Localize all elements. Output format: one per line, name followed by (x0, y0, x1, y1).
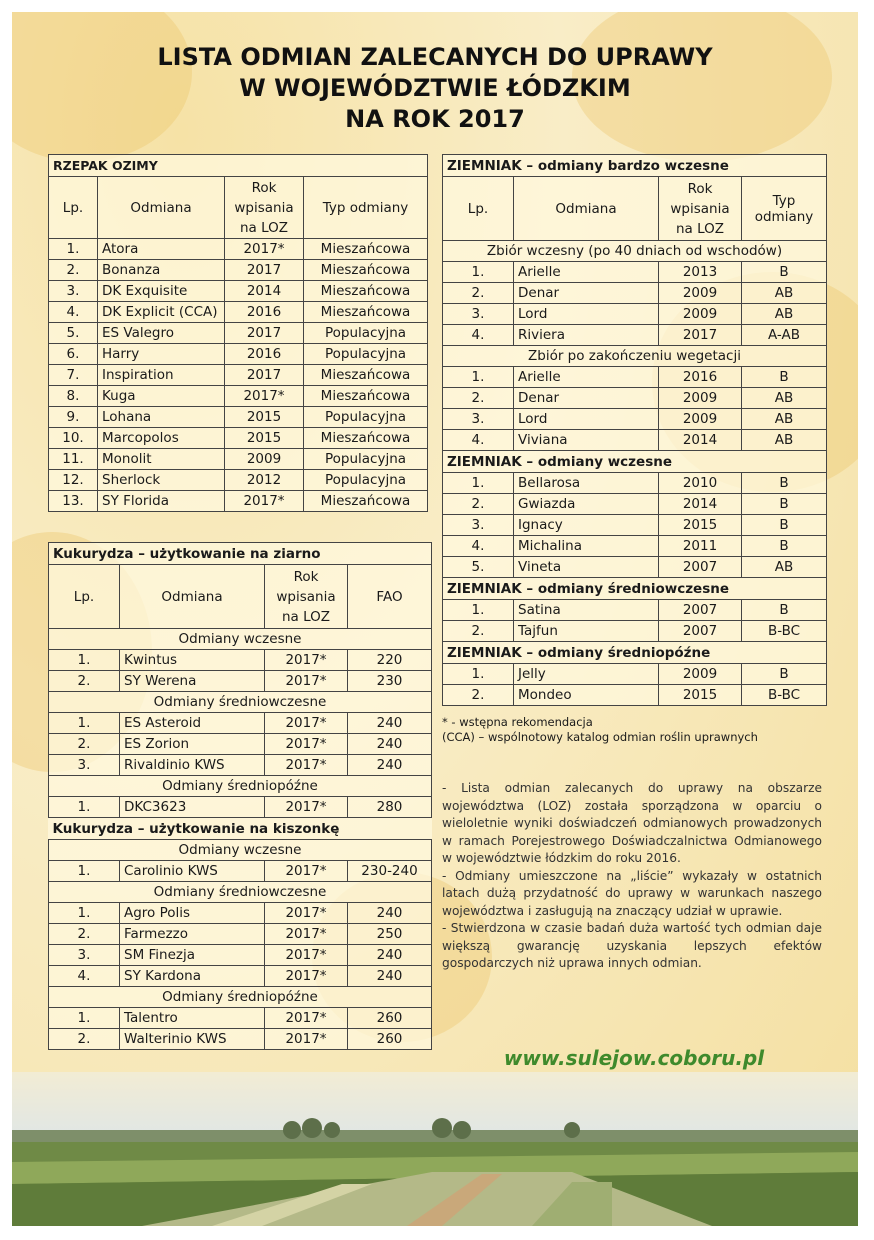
table-row (443, 367, 827, 388)
table-row (49, 671, 432, 692)
odmiana-cell: Jelly (514, 664, 659, 685)
lp-cell: 1. (49, 797, 120, 818)
lp-cell: 4. (443, 430, 514, 451)
odmiana-cell: Mondeo (514, 685, 659, 706)
rok-cell: 2017* (265, 861, 348, 882)
title-line: LISTA ODMIAN ZALECANYCH DO UPRAWY (157, 43, 713, 71)
odmiana-cell: SM Finezja (120, 945, 265, 966)
odmiana-cell: Marcopolos (98, 428, 225, 449)
lp-cell: 2. (443, 388, 514, 409)
value-cell: AB (742, 388, 827, 409)
lp-cell: 8. (49, 386, 98, 407)
lp-cell: 1. (443, 600, 514, 621)
lp-cell: 4. (49, 302, 98, 323)
table-row (49, 734, 432, 755)
odmiana-cell: Carolinio KWS (120, 861, 265, 882)
table-row (443, 283, 827, 304)
group-label: Zbiór wczesny (po 40 dniach od wschodów) (443, 241, 827, 262)
table-row (443, 664, 827, 685)
group-row (443, 642, 827, 664)
table-row (49, 449, 428, 470)
col-header-typ: Typ odmiany (742, 177, 827, 241)
table-row (443, 515, 827, 536)
lp-cell: 1. (443, 473, 514, 494)
rok-cell: 2017* (265, 671, 348, 692)
value-cell: B (742, 536, 827, 557)
col-header-lp: Lp. (443, 177, 514, 241)
rok-cell: 2017* (225, 239, 304, 260)
table-row (49, 281, 428, 302)
value-cell: B-BC (742, 621, 827, 642)
value-cell: 240 (348, 713, 432, 734)
table-row (443, 685, 827, 706)
ziemniak-table (442, 154, 827, 706)
table-row (443, 536, 827, 557)
lp-cell: 1. (443, 367, 514, 388)
rok-cell: 2009 (659, 409, 742, 430)
kukurydza-grain-heading: Kukurydza – użytkowanie na ziarno (49, 543, 432, 565)
rok-cell: 2016 (225, 344, 304, 365)
value-cell: Mieszańcowa (304, 491, 428, 512)
rok-cell: 2017* (265, 797, 348, 818)
poster (12, 12, 858, 1226)
value-cell: Mieszańcowa (304, 365, 428, 386)
value-cell: B (742, 664, 827, 685)
table-row (49, 755, 432, 776)
value-cell: B (742, 262, 827, 283)
value-cell: Mieszańcowa (304, 260, 428, 281)
table-row (49, 239, 428, 260)
value-cell: B (742, 600, 827, 621)
group-label: Odmiany średniowczesne (49, 882, 432, 903)
value-cell: B (742, 473, 827, 494)
lp-cell: 12. (49, 470, 98, 491)
rok-cell: 2007 (659, 557, 742, 578)
lp-cell: 2. (443, 685, 514, 706)
rok-cell: 2009 (225, 449, 304, 470)
col-header-odmiana: Odmiana (120, 565, 265, 629)
lp-cell: 1. (49, 239, 98, 260)
table-row (49, 945, 432, 966)
value-cell: Populacyjna (304, 449, 428, 470)
table-row (443, 409, 827, 430)
odmiana-cell: Walterinio KWS (120, 1029, 265, 1050)
value-cell: AB (742, 430, 827, 451)
odmiana-cell: ES Zorion (120, 734, 265, 755)
group-label: Odmiany średniopóźne (49, 987, 432, 1008)
col-header-lp: Lp. (49, 177, 98, 239)
rok-cell: 2017* (265, 755, 348, 776)
value-cell: Populacyjna (304, 407, 428, 428)
value-cell: B-BC (742, 685, 827, 706)
value-cell: 240 (348, 755, 432, 776)
odmiana-cell: Monolit (98, 449, 225, 470)
table-row (443, 430, 827, 451)
value-cell: 250 (348, 924, 432, 945)
description-paragraph: - Stwierdzona w czasie badań duża wartość tych odmian daje większą gwarancję uzyskania lepszych efektów gospodarczych niż uprawa innych odmian. (442, 921, 822, 970)
odmiana-cell: Tajfun (514, 621, 659, 642)
table-row (49, 797, 432, 818)
table-row (443, 473, 827, 494)
odmiana-cell: DK Explicit (CCA) (98, 302, 225, 323)
website-link[interactable]: www.sulejow.coboru.pl (503, 1046, 765, 1070)
odmiana-cell: Lohana (98, 407, 225, 428)
rok-cell: 2016 (659, 367, 742, 388)
lp-cell: 2. (49, 924, 120, 945)
col-header-odmiana: Odmiana (514, 177, 659, 241)
value-cell: Populacyjna (304, 323, 428, 344)
lp-cell: 3. (49, 281, 98, 302)
footnote-asterisk: * - wstępna rekomendacja (442, 715, 593, 729)
group-row (49, 882, 432, 903)
rok-cell: 2017* (265, 713, 348, 734)
value-cell: AB (742, 409, 827, 430)
group-row (49, 692, 432, 713)
rok-cell: 2009 (659, 664, 742, 685)
lp-cell: 1. (49, 861, 120, 882)
footnote-cca: (CCA) – wspólnotowy katalog odmian roślin uprawnych (442, 730, 758, 744)
rzepak-table (48, 154, 428, 512)
odmiana-cell: Rivaldinio KWS (120, 755, 265, 776)
title-line: W WOJEWÓDZTWIE ŁÓDZKIM (239, 74, 631, 102)
odmiana-cell: Denar (514, 283, 659, 304)
table-row (443, 600, 827, 621)
rok-cell: 2017* (265, 734, 348, 755)
value-cell: 260 (348, 1008, 432, 1029)
group-row (443, 346, 827, 367)
table-row (49, 1029, 432, 1050)
lp-cell: 2. (443, 621, 514, 642)
lp-cell: 3. (443, 515, 514, 536)
lp-cell: 1. (49, 903, 120, 924)
odmiana-cell: SY Werena (120, 671, 265, 692)
kukurydza-table (48, 542, 432, 1050)
table-row (49, 428, 428, 449)
lp-cell: 9. (49, 407, 98, 428)
col-header-rok: Rok wpisania na LOZ (659, 177, 742, 241)
lp-cell: 2. (49, 260, 98, 281)
odmiana-cell: Kuga (98, 386, 225, 407)
value-cell: B (742, 494, 827, 515)
table-row (443, 621, 827, 642)
lp-cell: 1. (49, 713, 120, 734)
rok-cell: 2017* (265, 1008, 348, 1029)
rok-cell: 2012 (225, 470, 304, 491)
group-row (49, 776, 432, 797)
rok-cell: 2017* (265, 945, 348, 966)
rzepak-heading: RZEPAK OZIMY (49, 155, 428, 177)
lp-cell: 10. (49, 428, 98, 449)
lp-cell: 1. (443, 262, 514, 283)
value-cell: 240 (348, 966, 432, 987)
group-row (49, 840, 432, 861)
value-cell: 280 (348, 797, 432, 818)
odmiana-cell: Arielle (514, 367, 659, 388)
odmiana-cell: Ignacy (514, 515, 659, 536)
rok-cell: 2007 (659, 600, 742, 621)
kukurydza-silage-heading: Kukurydza – użytkowanie na kiszonkę (49, 818, 432, 840)
odmiana-cell: Agro Polis (120, 903, 265, 924)
lp-cell: 7. (49, 365, 98, 386)
table-row (443, 262, 827, 283)
table-row (443, 325, 827, 346)
odmiana-cell: Inspiration (98, 365, 225, 386)
field-photo (12, 1072, 858, 1226)
page-title (12, 42, 858, 135)
group-row (443, 451, 827, 473)
group-label: Odmiany średniowczesne (49, 692, 432, 713)
rok-cell: 2017* (265, 924, 348, 945)
value-cell: Mieszańcowa (304, 302, 428, 323)
table-row (49, 924, 432, 945)
lp-cell: 5. (49, 323, 98, 344)
table-row (49, 344, 428, 365)
lp-cell: 6. (49, 344, 98, 365)
group-label: Odmiany wczesne (49, 840, 432, 861)
odmiana-cell: ES Valegro (98, 323, 225, 344)
rok-cell: 2017* (225, 491, 304, 512)
value-cell: Mieszańcowa (304, 386, 428, 407)
odmiana-cell: DKC3623 (120, 797, 265, 818)
table-row (49, 386, 428, 407)
description-paragraph: - Lista odmian zalecanych do uprawy na obszarze województwa (LOZ) została sporządzona w oparciu o wieloletnie wyniki doświadczeń odmianowych prowadzonych w ramach Porejestrowego Doświadczalnictwa Odmianowego w województwie łódzkim do roku 2016. (442, 781, 822, 865)
table-row (443, 494, 827, 515)
odmiana-cell: Bonanza (98, 260, 225, 281)
value-cell: 260 (348, 1029, 432, 1050)
odmiana-cell: Talentro (120, 1008, 265, 1029)
odmiana-cell: SY Kardona (120, 966, 265, 987)
rok-cell: 2017* (225, 386, 304, 407)
lp-cell: 2. (443, 494, 514, 515)
table-row (49, 365, 428, 386)
odmiana-cell: SY Florida (98, 491, 225, 512)
table-row (443, 557, 827, 578)
value-cell: 240 (348, 903, 432, 924)
rok-cell: 2017 (225, 365, 304, 386)
rok-cell: 2015 (225, 407, 304, 428)
odmiana-cell: DK Exquisite (98, 281, 225, 302)
rok-cell: 2015 (225, 428, 304, 449)
odmiana-cell: Riviera (514, 325, 659, 346)
value-cell: 240 (348, 734, 432, 755)
table-row (49, 323, 428, 344)
lp-cell: 3. (443, 409, 514, 430)
value-cell: Mieszańcowa (304, 281, 428, 302)
lp-cell: 2. (443, 283, 514, 304)
value-cell: B (742, 515, 827, 536)
table-row (49, 302, 428, 323)
group-label: Odmiany średniopóźne (49, 776, 432, 797)
lp-cell: 1. (49, 1008, 120, 1029)
col-header-fao: FAO (348, 565, 432, 629)
table-row (49, 966, 432, 987)
value-cell: Mieszańcowa (304, 239, 428, 260)
table-row (49, 407, 428, 428)
odmiana-cell: Vineta (514, 557, 659, 578)
table-row (49, 491, 428, 512)
value-cell: AB (742, 304, 827, 325)
rok-cell: 2009 (659, 388, 742, 409)
rok-cell: 2017* (265, 903, 348, 924)
rok-cell: 2011 (659, 536, 742, 557)
ziemniak-bw-heading: ZIEMNIAK – odmiany bardzo wczesne (443, 155, 827, 177)
lp-cell: 3. (49, 945, 120, 966)
rok-cell: 2017* (265, 1029, 348, 1050)
lp-cell: 4. (443, 536, 514, 557)
value-cell: Populacyjna (304, 344, 428, 365)
lp-cell: 13. (49, 491, 98, 512)
odmiana-cell: Sherlock (98, 470, 225, 491)
lp-cell: 5. (443, 557, 514, 578)
table-row (443, 388, 827, 409)
table-row (49, 470, 428, 491)
rok-cell: 2015 (659, 685, 742, 706)
table-row (443, 304, 827, 325)
col-header-lp: Lp. (49, 565, 120, 629)
rok-cell: 2013 (659, 262, 742, 283)
value-cell: 240 (348, 945, 432, 966)
odmiana-cell: Harry (98, 344, 225, 365)
description-text (442, 780, 822, 973)
table-row (49, 260, 428, 281)
value-cell: AB (742, 557, 827, 578)
rok-cell: 2009 (659, 283, 742, 304)
group-row (443, 578, 827, 600)
odmiana-cell: Kwintus (120, 650, 265, 671)
title-line: NA ROK 2017 (345, 105, 525, 133)
group-label: ZIEMNIAK – odmiany średniopóźne (443, 642, 827, 664)
rok-cell: 2017 (225, 260, 304, 281)
rok-cell: 2009 (659, 304, 742, 325)
value-cell: 220 (348, 650, 432, 671)
group-row (49, 987, 432, 1008)
group-label: Zbiór po zakończeniu wegetacji (443, 346, 827, 367)
value-cell: B (742, 367, 827, 388)
table-row (49, 903, 432, 924)
rok-cell: 2014 (659, 430, 742, 451)
table-row (49, 1008, 432, 1029)
table-row (49, 713, 432, 734)
odmiana-cell: Viviana (514, 430, 659, 451)
group-label: ZIEMNIAK – odmiany średniowczesne (443, 578, 827, 600)
rok-cell: 2017* (265, 650, 348, 671)
group-row (443, 241, 827, 262)
odmiana-cell: ES Asteroid (120, 713, 265, 734)
lp-cell: 11. (49, 449, 98, 470)
rok-cell: 2017* (265, 966, 348, 987)
col-header-typ: Typ odmiany (304, 177, 428, 239)
rok-cell: 2007 (659, 621, 742, 642)
lp-cell: 2. (49, 1029, 120, 1050)
odmiana-cell: Lord (514, 304, 659, 325)
odmiana-cell: Arielle (514, 262, 659, 283)
odmiana-cell: Farmezzo (120, 924, 265, 945)
value-cell: 230 (348, 671, 432, 692)
rok-cell: 2017 (659, 325, 742, 346)
rok-cell: 2016 (225, 302, 304, 323)
lp-cell: 3. (443, 304, 514, 325)
table-row (49, 650, 432, 671)
value-cell: AB (742, 283, 827, 304)
footnotes (442, 715, 826, 745)
value-cell: A-AB (742, 325, 827, 346)
lp-cell: 2. (49, 671, 120, 692)
col-header-odmiana: Odmiana (98, 177, 225, 239)
group-label: Odmiany wczesne (49, 629, 432, 650)
value-cell: Mieszańcowa (304, 428, 428, 449)
lp-cell: 3. (49, 755, 120, 776)
lp-cell: 1. (443, 664, 514, 685)
value-cell: Populacyjna (304, 470, 428, 491)
rok-cell: 2014 (659, 494, 742, 515)
odmiana-cell: Satina (514, 600, 659, 621)
lp-cell: 1. (49, 650, 120, 671)
rok-cell: 2014 (225, 281, 304, 302)
odmiana-cell: Atora (98, 239, 225, 260)
group-row (49, 629, 432, 650)
rok-cell: 2015 (659, 515, 742, 536)
rok-cell: 2010 (659, 473, 742, 494)
col-header-rok: Rok wpisania na LOZ (225, 177, 304, 239)
value-cell: 230-240 (348, 861, 432, 882)
odmiana-cell: Lord (514, 409, 659, 430)
group-label: ZIEMNIAK – odmiany wczesne (443, 451, 827, 473)
lp-cell: 4. (443, 325, 514, 346)
odmiana-cell: Gwiazda (514, 494, 659, 515)
odmiana-cell: Bellarosa (514, 473, 659, 494)
description-paragraph: - Odmiany umieszczone na „liście” wykazały w ostatnich latach dużą przydatność do uprawy w warunkach naszego województwa i zasługują na znaczący udział w uprawie. (442, 868, 822, 918)
rok-cell: 2017 (225, 323, 304, 344)
odmiana-cell: Michalina (514, 536, 659, 557)
col-header-rok: Rok wpisania na LOZ (265, 565, 348, 629)
lp-cell: 4. (49, 966, 120, 987)
odmiana-cell: Denar (514, 388, 659, 409)
table-row (49, 861, 432, 882)
lp-cell: 2. (49, 734, 120, 755)
